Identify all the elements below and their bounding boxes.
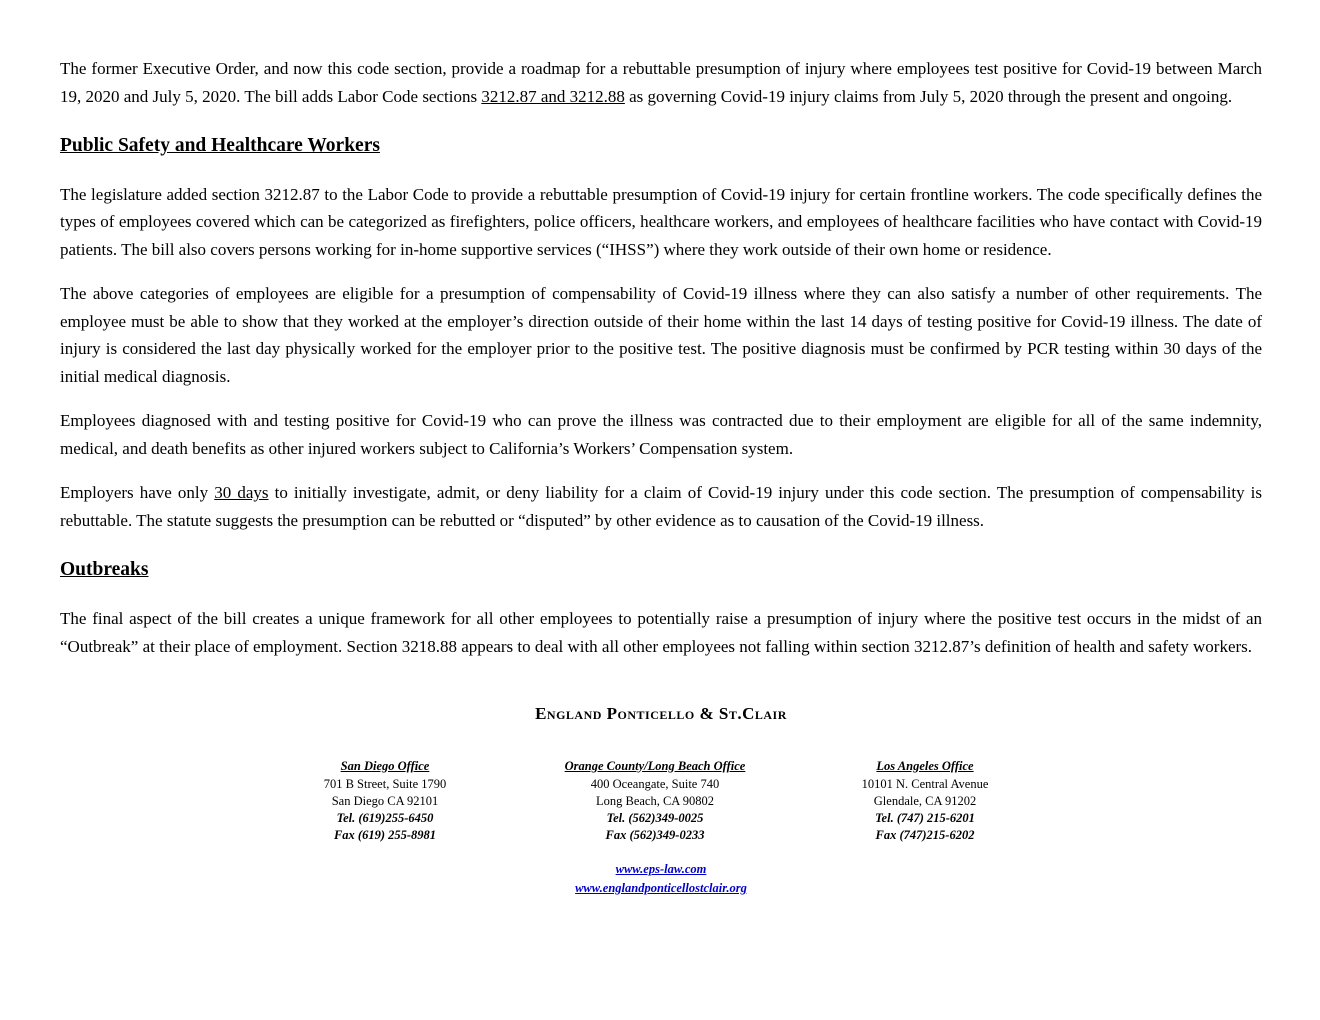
paragraph-intro-text: The former Executive Order, and now this code section, provide a roadmap for a rebuttable presumption of injury where employees test positive for Covid-19 between March 19, 2020 and July 5, 2020. The bill adds Labor Code sections [60, 59, 1262, 106]
paragraph-employer-liability [60, 479, 1262, 534]
office-san-diego-title: San Diego Office [340, 758, 430, 773]
office-orange-county-title: Orange County/Long Beach Office [564, 758, 746, 773]
office-san-diego [250, 758, 520, 844]
thirty-days-reference: 30 days [214, 483, 269, 503]
link-englandponticellostclair[interactable]: www.englandponticellostclair.org [575, 880, 747, 895]
office-los-angeles-fax: Fax (747)215-6202 [875, 827, 975, 842]
paragraph-employer-liability-text: Employers have only [60, 483, 215, 503]
website-links [60, 860, 1262, 898]
office-los-angeles-title: Los Angeles Office [876, 758, 974, 773]
office-columns [250, 758, 1060, 844]
office-los-angeles-address2: Glendale, CA 91202 [873, 793, 977, 808]
office-orange-county-address1: 400 Oceangate, Suite 740 [590, 776, 720, 791]
office-orange-county-fax: Fax (562)349-0233 [605, 827, 705, 842]
office-san-diego-address1: 701 B Street, Suite 1790 [323, 776, 447, 791]
paragraph-outbreaks: The final aspect of the bill creates a unique framework for all other employees to potentially raise a presumption of injury where the positive test occurs in the midst of an “Outbreak” at their place of employment. Section 3218.88 appears to deal with all other employees not falling within section 3212.87’s definition of health and safety workers. [60, 609, 1262, 656]
paragraph-eligibility-requirements: The above categories of employees are eligible for a presumption of compensability of Covid-19 illness where they can also satisfy a number of other requirements. The employee must be able to show that they worked at the employer’s direction outside of their home within the last 14 days of testing positive for Covid-19 illness. The date of injury is considered the last day physically worked for the employer prior to the positive test. The positive diagnosis must be confirmed by PCR testing within 30 days of the initial medical diagnosis. [60, 284, 1262, 386]
heading-outbreaks: Outbreaks [60, 559, 149, 581]
firm-name: England Ponticello & St.Clair [535, 704, 787, 724]
link-eps-law[interactable]: www.eps-law.com [615, 861, 707, 876]
office-orange-county-address2: Long Beach, CA 90802 [595, 793, 715, 808]
paragraph-benefits: Employees diagnosed with and testing positive for Covid-19 who can prove the illness was contracted due to their employment are eligible for all of the same indemnity, medical, and death benefits as other injured workers subject to California’s Workers’ Compensation system. [60, 411, 1262, 458]
office-orange-county-long-beach [520, 758, 790, 844]
office-san-diego-tel: Tel. (619)255-6450 [336, 810, 434, 825]
office-los-angeles-address1: 10101 N. Central Avenue [861, 776, 989, 791]
letterhead-footer [60, 700, 1262, 898]
paragraph-intro [60, 55, 1262, 110]
heading-public-safety-healthcare-workers: Public Safety and Healthcare Workers [60, 135, 380, 157]
paragraph-frontline-workers: The legislature added section 3212.87 to the Labor Code to provide a rebuttable presumption of Covid-19 injury for certain frontline workers. The code specifically defines the types of employees covered which can be categorized as firefighters, police officers, healthcare workers, and employees of healthcare facilities who have contact with Covid-19 patients. The bill also covers persons working for in-home supportive services (“IHSS”) where they work outside of their own home or residence. [60, 184, 1262, 259]
office-san-diego-fax: Fax (619) 255-8981 [333, 827, 437, 842]
code-sections-reference: 3212.87 and 3212.88 [481, 86, 625, 106]
paragraph-employer-liability-text-cont: to initially investigate, admit, or deny liability for a claim of Covid-19 injury under this code section. The presumption of compensability is rebuttable. The statute suggests the presumption can be rebutted or “disputed” by other evidence as to causation of the Covid-19 illness. [60, 483, 1262, 530]
office-orange-county-tel: Tel. (562)349-0025 [606, 810, 704, 825]
office-los-angeles [790, 758, 1060, 844]
office-los-angeles-tel: Tel. (747) 215-6201 [875, 810, 975, 825]
paragraph-intro-text-cont: as governing Covid-19 injury claims from July 5, 2020 through the present and ongoing. [624, 86, 1233, 106]
office-san-diego-address2: San Diego CA 92101 [331, 793, 439, 808]
